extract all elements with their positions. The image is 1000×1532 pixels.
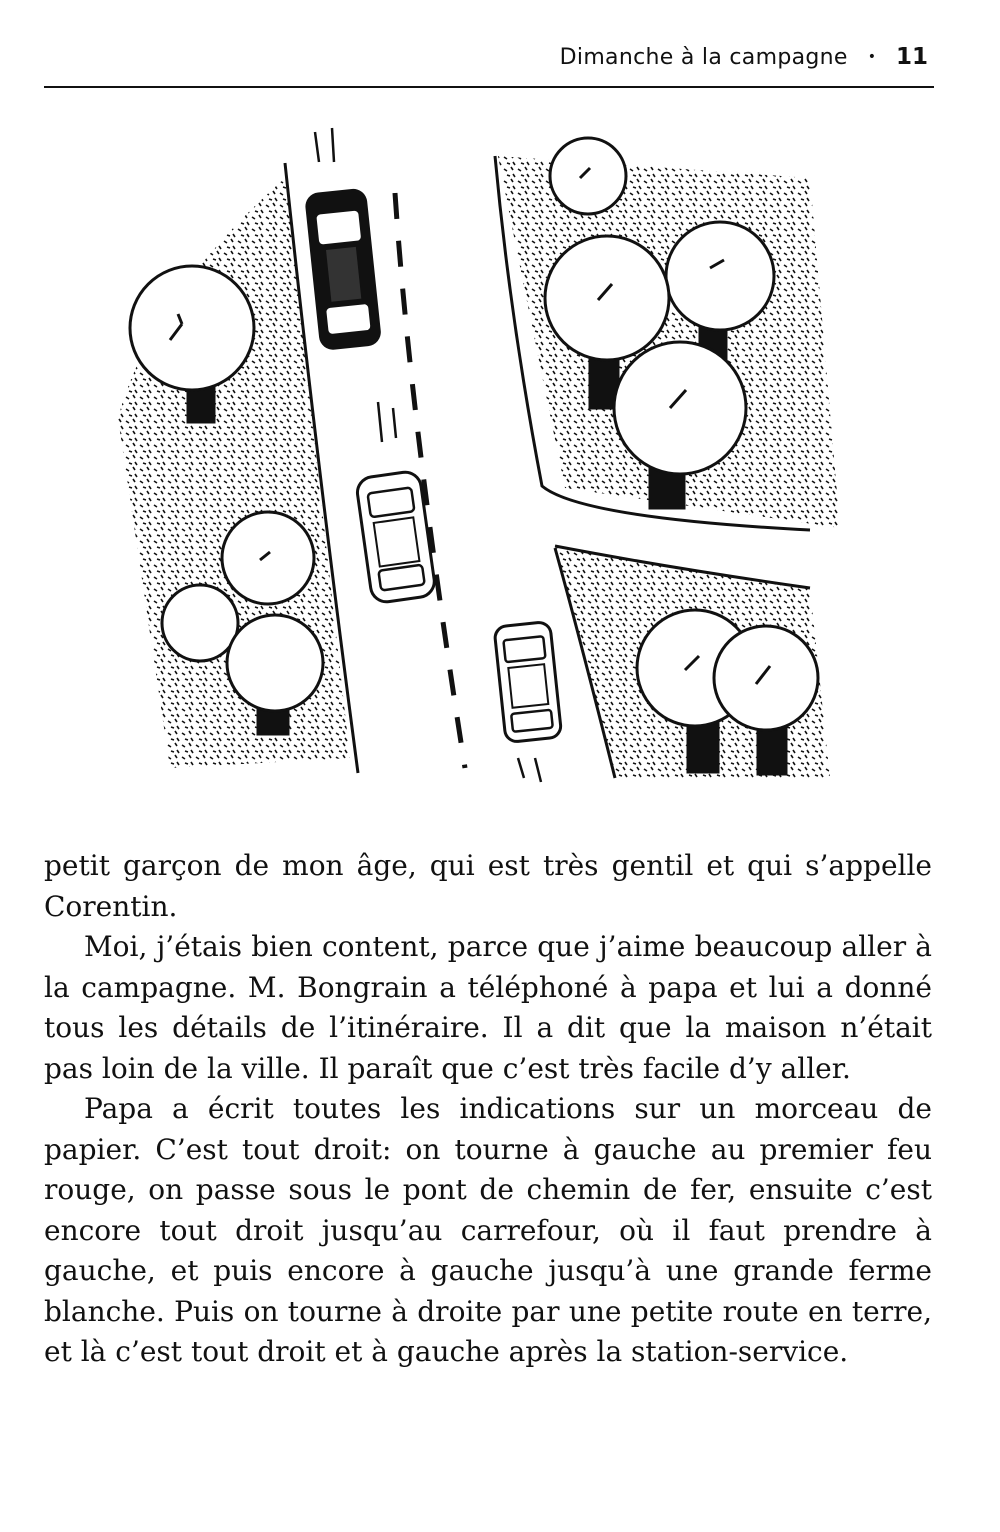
paragraph-1: petit garçon de mon âge, qui est très gentil et qui s’appelle Corentin.: [44, 849, 932, 923]
paragraph-3: Papa a écrit toutes les indications sur un morceau de papier. C’est tout droit: on tourne à gauche au premier feu rouge, on passe sous le pont de chemin de fer, ensuite c’est encore tout droit jusqu’au carrefour, où il faut prendre à gauche, et puis encore à gauche jusqu’à une grande ferme blanche. Puis on tourne à droite par une petite route en terre, et là c’est tout droit et à gauche après la station-service.: [44, 1092, 932, 1368]
dark-car: [304, 188, 382, 352]
body-text: [44, 846, 932, 1373]
paragraph-2: Moi, j’étais bien content, parce que j’aime beaucoup aller à la campagne. M. Bongrain a téléphoné à papa et lui a donné tous les détails de l’itinéraire. Il a dit que la maison n’était pas loin de la ville. Il paraît que c’est très facile d’y aller.: [44, 930, 932, 1085]
tree-left-middle: [222, 512, 314, 604]
header-right-group: [560, 44, 928, 70]
running-title: Dimanche à la campagne: [559, 44, 848, 70]
running-header: [44, 40, 934, 88]
white-car-lower: [494, 621, 562, 742]
road-with-cars-and-trees-illustration: [110, 118, 870, 790]
header-separator: •: [867, 49, 876, 65]
page-number: 11: [895, 44, 928, 70]
